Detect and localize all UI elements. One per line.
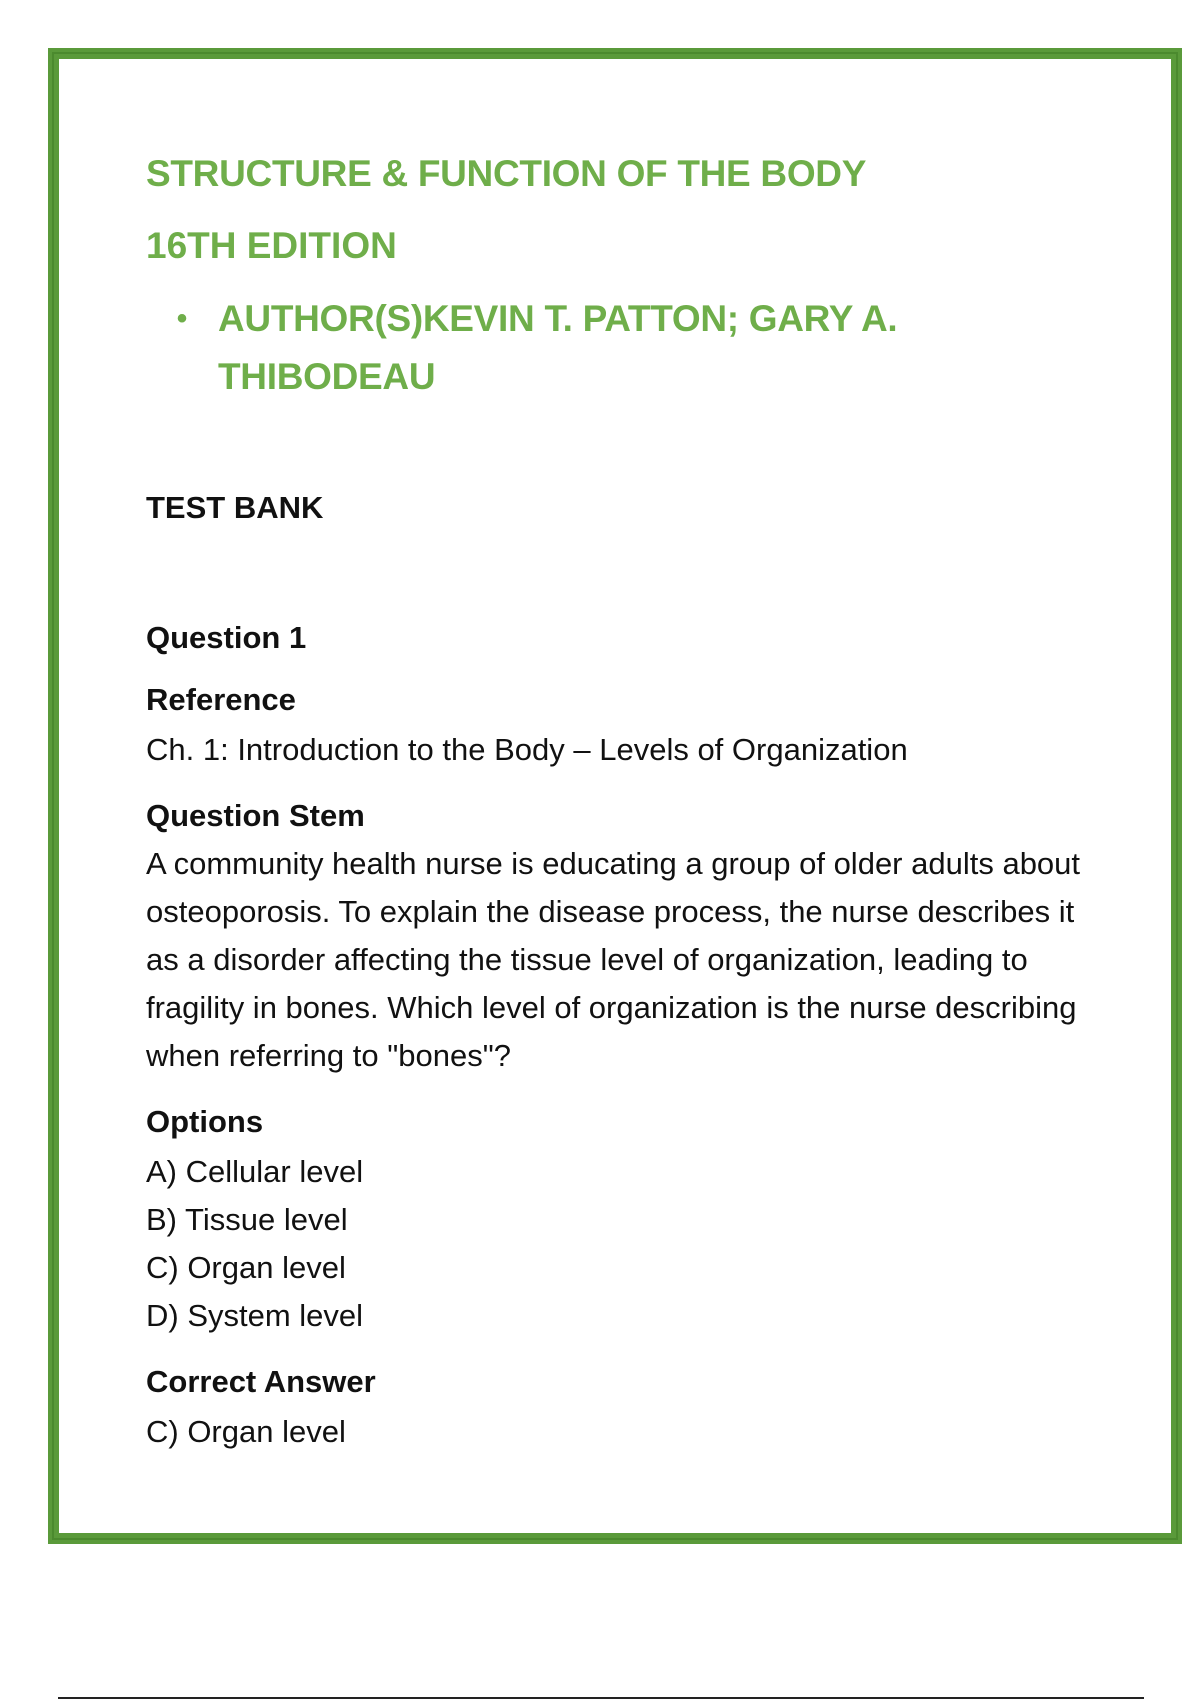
correct-answer-text: C) Organ level	[146, 1414, 346, 1449]
document-content	[146, 150, 1106, 1456]
options-label: Options	[146, 1104, 264, 1139]
bullet-icon: •	[176, 302, 188, 335]
option-a: A) Cellular level	[146, 1154, 364, 1189]
correct-answer-label: Correct Answer	[146, 1364, 376, 1399]
footer-divider	[58, 1697, 1144, 1699]
options-list	[146, 1148, 1106, 1340]
question-stem-label: Question Stem	[146, 798, 365, 833]
book-title: STRUCTURE & FUNCTION OF THE BODY	[146, 153, 867, 194]
author-list-item	[146, 290, 1106, 406]
book-edition: 16TH EDITION	[146, 225, 397, 266]
option-d: D) System level	[146, 1298, 364, 1333]
question-stem-text: A community health nurse is educating a group of older adults about osteoporosis. To explain the disease process, the nurse describes it as a disorder affecting the tissue level of organization, leading to fragility in bones. Which level of organization is the nurse describing when referring to "bones"?	[146, 846, 1081, 1073]
reference-text: Ch. 1: Introduction to the Body – Levels of Organization	[146, 732, 908, 767]
reference-label: Reference	[146, 682, 296, 717]
test-bank-heading: TEST BANK	[146, 490, 324, 525]
question-title: Question 1	[146, 620, 307, 655]
option-c: C) Organ level	[146, 1250, 346, 1285]
book-author: AUTHOR(S)KEVIN T. PATTON; GARY A. THIBODEAU	[218, 298, 898, 397]
option-b: B) Tissue level	[146, 1202, 348, 1237]
